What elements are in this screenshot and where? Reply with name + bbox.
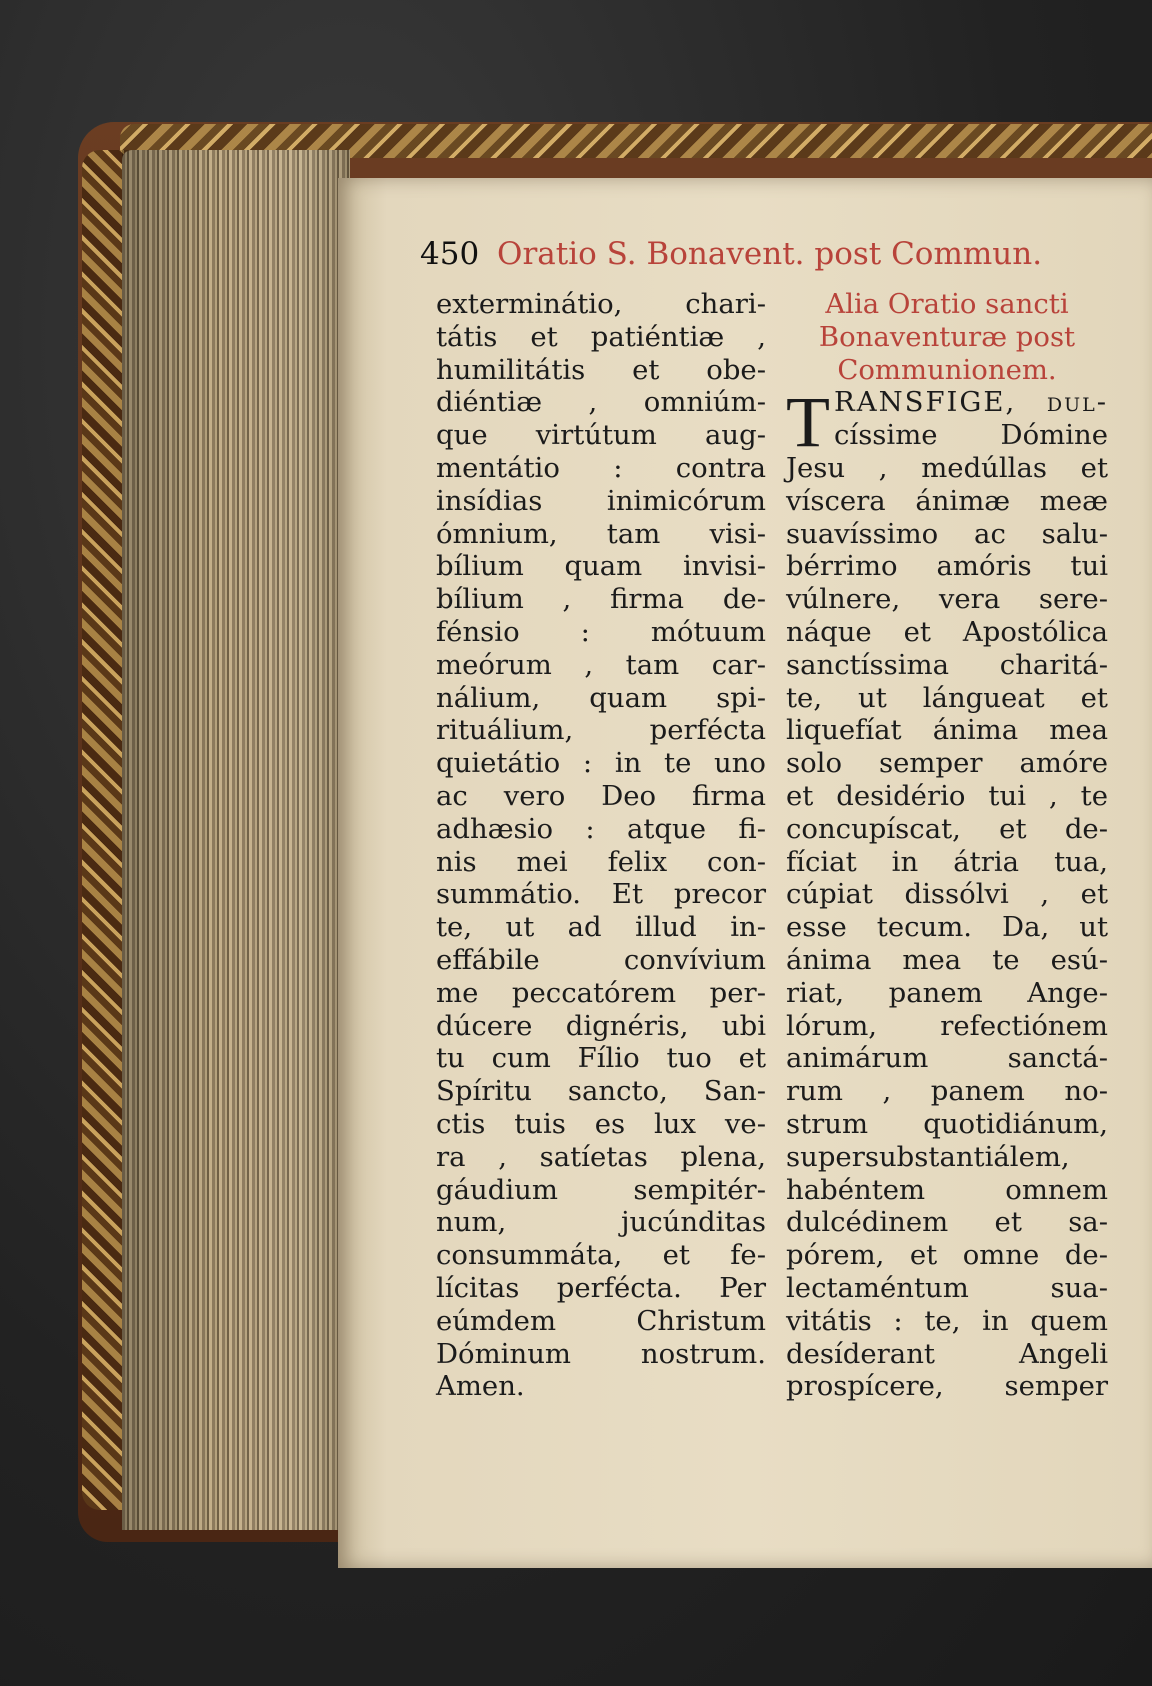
text-line: lórum, refectiónem [786, 1009, 1108, 1042]
text-line: dúcere dignéris, ubi [436, 1009, 766, 1042]
text-line: quietátio : in te uno [436, 747, 766, 780]
text-line: ánima mea te esú- [786, 943, 1108, 976]
text-line: te, ut lángueat et [786, 681, 1108, 714]
prayer-heading [786, 288, 1108, 386]
text-line: meórum , tam car- [436, 648, 766, 681]
text-line: nis mei felix con- [436, 845, 766, 878]
text-line: animárum sanctá- [786, 1042, 1108, 1075]
text-line: lícitas perfécta. Per [436, 1271, 766, 1304]
text-line: concupíscat, et de- [786, 812, 1108, 845]
text-line: mentátio : contra [436, 451, 766, 484]
text-line: rituálium, perfécta [436, 714, 766, 747]
text-line: fénsio : mótuum [436, 615, 766, 648]
text-line: summátio. Et precor [436, 878, 766, 911]
text-line: náque et Apostólica [786, 615, 1108, 648]
text-line: tátis et patiéntiæ , [436, 320, 766, 353]
text-line: gáudium sempitér- [436, 1173, 766, 1206]
text-line: Jesu , medúllas et [786, 451, 1108, 484]
text-line: ra , satíetas plena, [436, 1140, 766, 1173]
text-line: que virtútum aug- [436, 419, 766, 452]
text-line: lectaméntum sua- [786, 1271, 1108, 1304]
text-line: tu cum Fílio tuo et [436, 1042, 766, 1075]
text-line: num, jucúnditas [436, 1206, 766, 1239]
left-column [436, 288, 766, 1403]
text-line: diéntiæ , omniúm- [436, 386, 766, 419]
drop-cap: T [786, 382, 830, 463]
text-line: supersubstantiálem, [786, 1140, 1070, 1173]
text-line: liquefíat ánima mea [786, 714, 1108, 747]
text-line: exterminátio, chari- [436, 288, 766, 320]
text-line: insídias inimicórum [436, 484, 766, 517]
text-line: ac vero Deo firma [436, 779, 766, 812]
text-line: riat, panem Ange- [786, 976, 1108, 1009]
opening-line: RANSFIGE, dul- [834, 386, 1108, 419]
text-line: víscera ánimæ meæ [786, 484, 1108, 517]
text-line: nálium, quam spi- [436, 681, 766, 714]
text-line: Dóminum nostrum. [436, 1337, 766, 1370]
prayer-body [786, 419, 1108, 1403]
text-line: Communionem. [837, 353, 1057, 386]
book-spine-ornament [82, 150, 124, 1510]
text-line: ómnium, tam visi- [436, 517, 766, 550]
text-line: ctis tuis es lux ve- [436, 1107, 766, 1140]
text-line: pórem, et omne de- [786, 1239, 1108, 1272]
text-line: císsime Dómine [834, 419, 1108, 452]
text-line: Spíritu sancto, San- [436, 1075, 766, 1108]
page-number: 450 [420, 236, 480, 272]
right-column [786, 288, 1108, 1403]
text-line: consummáta, et fe- [436, 1239, 766, 1272]
text-line: bílium quam invisi- [436, 550, 766, 583]
text-line: effábile convívium [436, 943, 766, 976]
text-line: eúmdem Christum [436, 1304, 766, 1337]
text-line: dulcédinem et sa- [786, 1206, 1108, 1239]
text-line: suavíssimo ac salu- [786, 517, 1108, 550]
page-edges [122, 150, 350, 1530]
text-line: me peccatórem per- [436, 976, 766, 1009]
running-header [420, 232, 1140, 276]
text-line: Amen. [436, 1370, 525, 1403]
text-line: Bonaventuræ post [818, 320, 1076, 353]
text-line: rum , panem no- [786, 1075, 1108, 1108]
text-line: esse tecum. Da, ut [786, 911, 1108, 944]
text-line: strum quotidiánum, [786, 1107, 1108, 1140]
text-line: vitátis : te, in quem [786, 1304, 1108, 1337]
text-line: humilitátis et obe- [436, 353, 766, 386]
text-line: bérrimo amóris tui [786, 550, 1108, 583]
text-line: habéntem omnem [786, 1173, 1108, 1206]
text-line: Alia Oratio sancti [825, 288, 1069, 320]
text-line: bílium , firma de- [436, 583, 766, 616]
text-line: desíderant Angeli [786, 1337, 1108, 1370]
text-line: cúpiat dissólvi , et [786, 878, 1108, 911]
text-line: vúlnere, vera sere- [786, 583, 1108, 616]
text-line: fíciat in átria tua, [786, 845, 1108, 878]
text-line: sanctíssima charitá- [786, 648, 1108, 681]
text-line: te, ut ad illud in- [436, 911, 766, 944]
running-title: Oratio S. Bonavent. post Commun. [497, 236, 1043, 272]
text-line: solo semper amóre [786, 747, 1108, 780]
text-line: prospícere, semper [786, 1370, 1108, 1403]
text-line: et desidério tui , te [786, 779, 1108, 812]
text-line: adhæsio : atque fi- [436, 812, 766, 845]
